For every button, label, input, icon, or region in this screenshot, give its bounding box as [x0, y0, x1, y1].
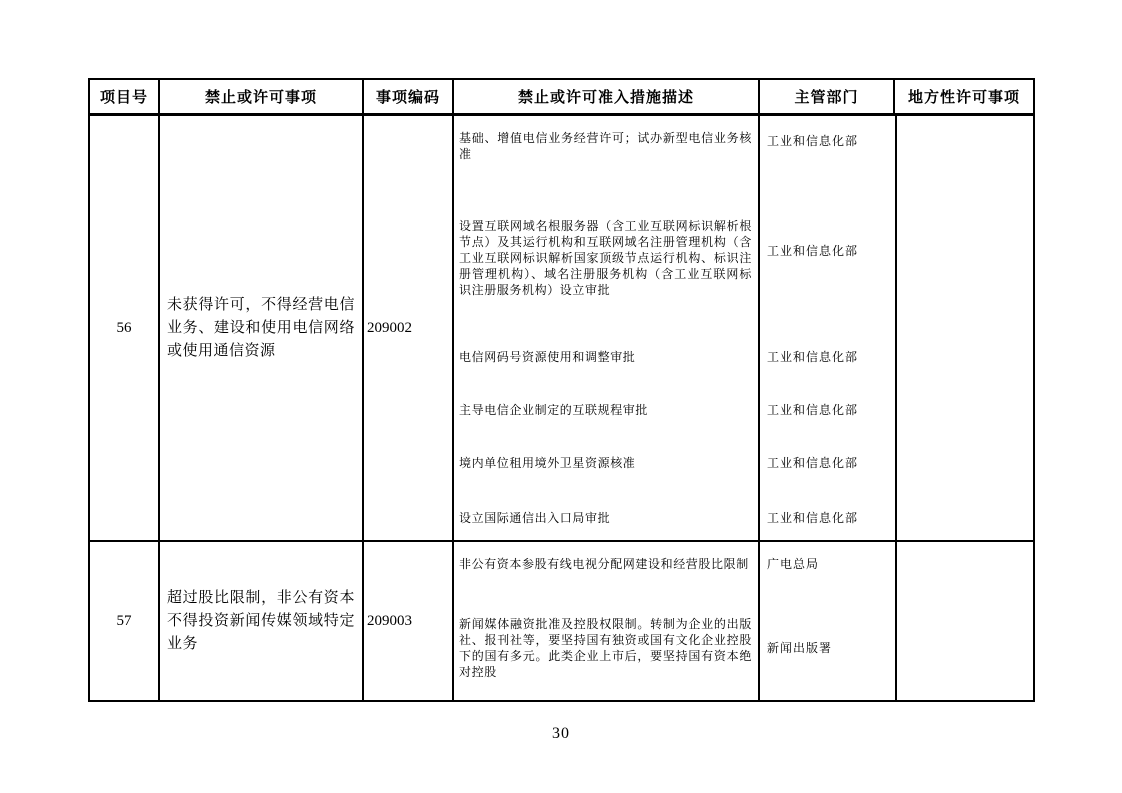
- admin-measures-table: [88, 78, 1035, 702]
- measure-department: 工业和信息化部: [767, 349, 859, 364]
- measure-department: 工业和信息化部: [767, 456, 859, 471]
- measure-department: 工业和信息化部: [767, 134, 859, 148]
- measure-item: [454, 600, 895, 700]
- measure-description: 非公有资本参股有线电视分配网建设和经营股比限制: [454, 542, 760, 600]
- row-56-matter-code: 209002: [364, 116, 454, 540]
- measure-department: 工业和信息化部: [767, 243, 859, 258]
- measure-description: 基础、增值电信业务经营许可；试办新型电信业务核准: [454, 116, 760, 202]
- measure-item: [454, 402, 895, 456]
- measure-item: [454, 349, 895, 402]
- measure-item: [454, 202, 895, 349]
- col-header-matter-code: 事项编码: [364, 80, 454, 113]
- measure-department: 新闻出版署: [767, 641, 833, 655]
- measure-department: 工业和信息化部: [767, 511, 859, 526]
- table-row: [90, 116, 1033, 542]
- row-56-item-number: 56: [90, 116, 160, 540]
- row-56-measures: [454, 116, 897, 540]
- row-57-local-license-cell: [897, 542, 1033, 700]
- measure-department: 工业和信息化部: [767, 402, 859, 417]
- row-56-matter-cell: [160, 116, 364, 540]
- row-57-matter-text: 超过股比限制，非公有资本不得投资新闻传媒领域特定业务: [167, 589, 355, 652]
- measure-description: 电信网码号资源使用和调整审批: [454, 349, 760, 402]
- row-57-measures: [454, 542, 897, 700]
- measure-description: 境内单位租用境外卫星资源核准: [454, 455, 760, 510]
- col-header-local-license-matter: 地方性许可事项: [907, 90, 1020, 106]
- page-number: 30: [552, 725, 570, 742]
- table-row: [90, 542, 1033, 700]
- measure-department: 广电总局: [767, 557, 820, 571]
- row-56-local-license-cell: [897, 116, 1033, 540]
- row-57-item-number: 57: [90, 542, 160, 700]
- col-header-item-number: 项目号: [90, 80, 160, 113]
- col-header-measure-description: 禁止或许可准入措施描述: [454, 80, 760, 113]
- measure-description: 主导电信企业制定的互联规程审批: [454, 402, 760, 456]
- row-56-matter-text: 未获得许可，不得经营电信业务、建设和使用电信网络或使用通信资源: [167, 296, 355, 359]
- measure-description: 设立国际通信出入口局审批: [454, 510, 760, 540]
- measure-item: [454, 116, 895, 202]
- col-header-competent-department: 主管部门: [760, 80, 895, 113]
- measure-item: [454, 455, 895, 510]
- measure-description: 设置互联网域名根服务器（含工业互联网标识解析根节点）及其运行机构和互联网域名注册管理机构（含工业互联网标识解析国家顶级节点运行机构、标识注册管理机构）、域名注册服务机构（含工业互联网标识注册服务机构）设立审批: [454, 202, 760, 349]
- table-header-row: [90, 80, 1033, 116]
- measure-item: [454, 510, 895, 540]
- measure-description: 新闻媒体融资批准及控股权限制。转制为企业的出版社、报刊社等，要坚持国有独资或国有文化企业控股下的国有多元。此类企业上市后，要坚持国有资本绝对控股: [454, 600, 760, 700]
- row-57-matter-code: 209003: [364, 542, 454, 700]
- col-header-prohibited-matter: 禁止或许可事项: [160, 80, 364, 113]
- measure-item: [454, 542, 895, 600]
- row-57-matter-cell: [160, 542, 364, 700]
